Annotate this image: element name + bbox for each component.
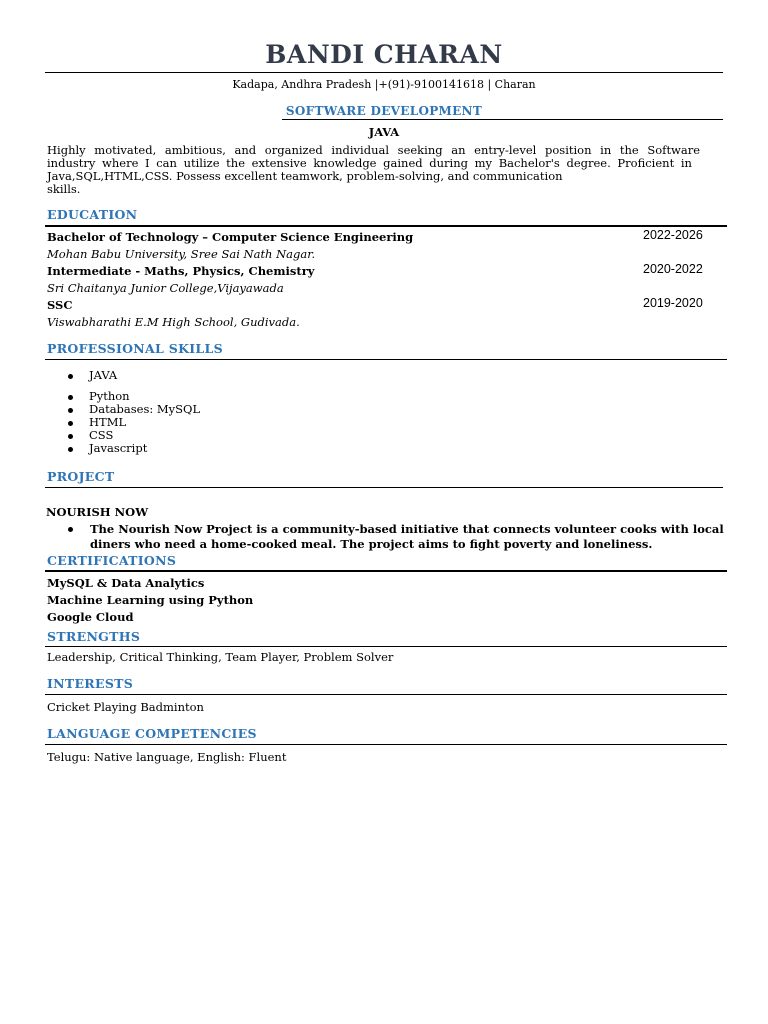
objective-subheading: JAVA: [368, 125, 400, 139]
project-name: NOURISH NOW: [46, 505, 149, 519]
education-institution: Mohan Babu University, Sree Sai Nath Nagar.: [47, 247, 316, 261]
education-years: 2020-2022: [643, 262, 703, 276]
languages-heading: LANGUAGE COMPETENCIES: [47, 726, 257, 741]
skill-label: JAVA: [89, 368, 118, 382]
education-degree: Intermediate - Maths, Physics, Chemistry: [47, 264, 315, 278]
education-institution: Viswabharathi E.M High School, Gudivada.: [47, 315, 300, 329]
bullet-icon: [68, 408, 73, 413]
contact-info: Kadapa, Andhra Pradesh |+(91)-9100141618 | Charan: [232, 78, 536, 91]
objective-summary: [47, 144, 727, 196]
skill-item: [68, 402, 200, 416]
education-institution: Sri Chaitanya Junior College,Vijayawada: [47, 281, 284, 295]
certifications-divider: [45, 570, 727, 572]
education-degree: Bachelor of Technology – Computer Science Engineering: [47, 230, 414, 244]
summary-line: skills.: [47, 182, 81, 196]
skill-item: [68, 368, 117, 382]
skills-divider: [45, 359, 727, 360]
skill-item: [68, 441, 147, 455]
certification-item: Machine Learning using Python: [47, 593, 254, 607]
bullet-icon: [68, 374, 73, 379]
education-years: 2019-2020: [643, 296, 703, 310]
summary-line: Highly motivated, ambitious, and organized individual seeking an entry-level position in the Software: [47, 143, 701, 157]
skill-item: [68, 389, 130, 403]
interests-heading: INTERESTS: [47, 676, 134, 691]
education-divider: [45, 225, 727, 227]
objective-heading: SOFTWARE DEVELOPMENT: [285, 104, 483, 118]
skill-item: [68, 415, 126, 429]
education-heading: EDUCATION: [47, 207, 138, 222]
skills-heading: PROFESSIONAL SKILLS: [47, 341, 223, 356]
languages-text: Telugu: Native language, English: Fluent: [47, 750, 287, 764]
skill-label: Databases: MySQL: [89, 402, 201, 416]
bullet-icon: [68, 447, 73, 452]
bullet-icon: [68, 421, 73, 426]
project-description-line: The Nourish Now Project is a community-based initiative that connects volunteer cooks with local: [90, 522, 724, 536]
education-degree: SSC: [47, 298, 73, 312]
skill-label: Python: [89, 389, 130, 403]
strengths-heading: STRENGTHS: [47, 629, 141, 644]
certification-item: MySQL & Data Analytics: [47, 576, 205, 590]
bullet-icon: [68, 434, 73, 439]
header-divider: [45, 72, 723, 73]
bullet-icon: [68, 395, 73, 400]
languages-divider: [45, 744, 727, 745]
objective-divider: [282, 119, 723, 120]
interests-divider: [45, 694, 727, 695]
project-description-line: diners who need a home-cooked meal. The project aims to fight poverty and loneliness.: [90, 537, 653, 551]
candidate-name: BANDI CHARAN: [265, 40, 503, 69]
project-heading: PROJECT: [47, 469, 115, 484]
skill-label: CSS: [89, 428, 114, 442]
interests-text: Cricket Playing Badminton: [47, 700, 204, 714]
skill-item: [68, 428, 113, 442]
project-description: [68, 522, 728, 552]
certifications-heading: CERTIFICATIONS: [47, 553, 177, 568]
skill-label: HTML: [89, 415, 127, 429]
summary-line: Java,SQL,HTML,CSS. Possess excellent teamwork, problem-solving, and communication: [47, 169, 563, 183]
education-years: 2022-2026: [643, 228, 703, 242]
bullet-icon: [68, 527, 73, 532]
strengths-divider: [45, 646, 727, 647]
certification-item: Google Cloud: [47, 610, 134, 624]
strengths-text: Leadership, Critical Thinking, Team Player, Problem Solver: [47, 650, 394, 664]
skill-label: Javascript: [89, 441, 148, 455]
summary-line: industry where I can utilize the extensive knowledge gained during my Bachelor's degree. Proficient in: [47, 156, 692, 170]
project-divider: [45, 487, 723, 488]
